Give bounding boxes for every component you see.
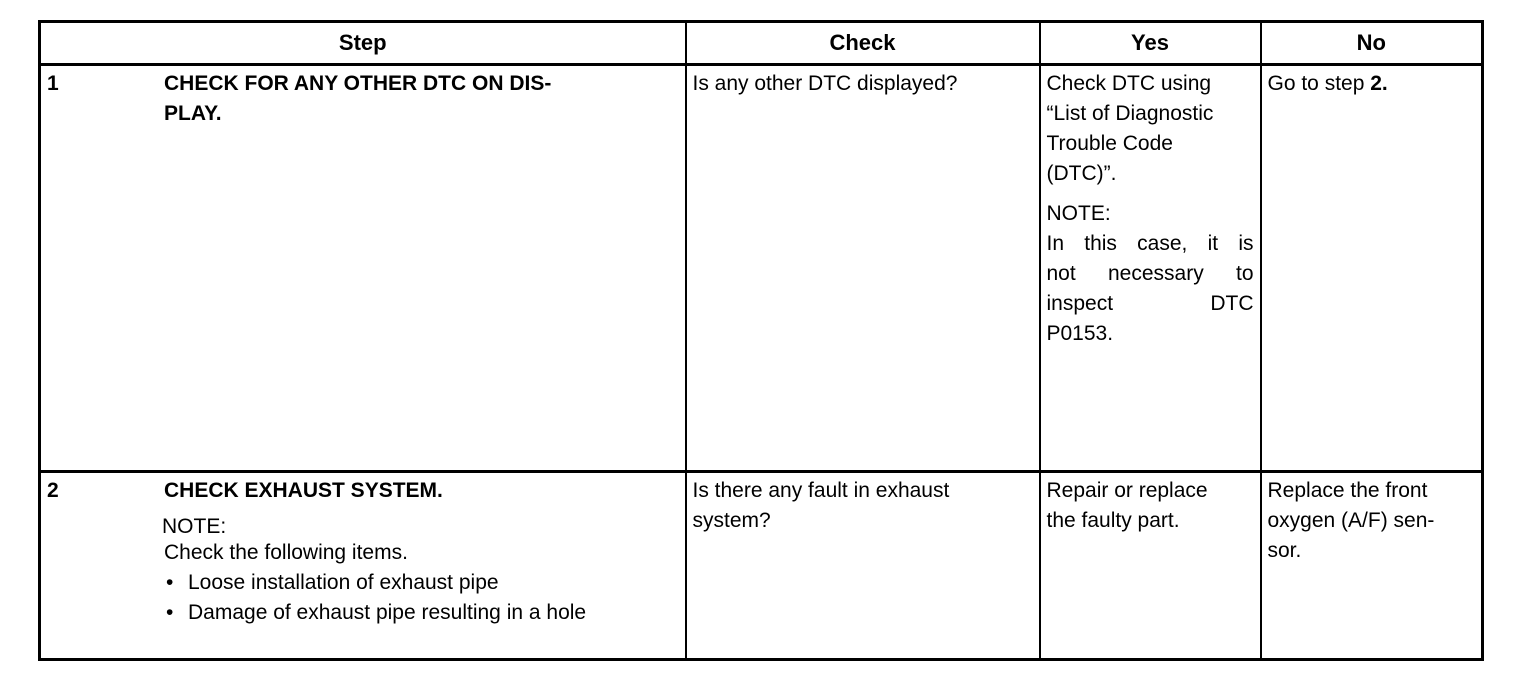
table-row <box>40 65 1483 472</box>
note-text: Check the following items. <box>164 541 408 564</box>
header-yes: Yes <box>1040 22 1261 65</box>
note-label: NOTE: <box>162 515 227 538</box>
check-cell: Is there any fault in exhaust system? <box>686 472 1040 660</box>
header-step: Step <box>40 22 686 65</box>
yes-action: Check DTC using “List of Diagnostic Trouble Code (DTC)”. <box>1046 72 1214 185</box>
step-cell <box>40 472 686 660</box>
no-cell: Replace the front oxygen (A/F) sen- sor. <box>1261 472 1483 660</box>
no-cell: Go to step 2. <box>1261 65 1483 472</box>
step-title: CHECK FOR ANY OTHER DTC ON DIS- PLAY. <box>164 72 552 125</box>
diagnostic-table <box>38 20 1484 661</box>
step-number: 1 <box>47 72 59 95</box>
header-no: No <box>1261 22 1483 65</box>
step-number: 2 <box>47 479 59 502</box>
step-title: CHECK EXHAUST SYSTEM. <box>164 479 443 502</box>
check-cell: Is any other DTC displayed? <box>686 65 1040 472</box>
step-cell <box>40 65 686 472</box>
yes-cell <box>1040 65 1261 472</box>
list-item: • Damage of exhaust pipe resulting in a hole <box>164 598 677 628</box>
list-item: • Loose installation of exhaust pipe <box>164 568 677 598</box>
header-row <box>40 22 1483 65</box>
yes-cell: Repair or replace the faulty part. <box>1040 472 1261 660</box>
header-check: Check <box>686 22 1040 65</box>
table-row <box>40 472 1483 660</box>
note-list <box>164 568 677 628</box>
yes-note: In this case, it is not necessary to inspect DTC P0153. <box>1046 232 1254 345</box>
note-label: NOTE: <box>1046 202 1111 225</box>
step-reference: 2. <box>1370 72 1388 95</box>
